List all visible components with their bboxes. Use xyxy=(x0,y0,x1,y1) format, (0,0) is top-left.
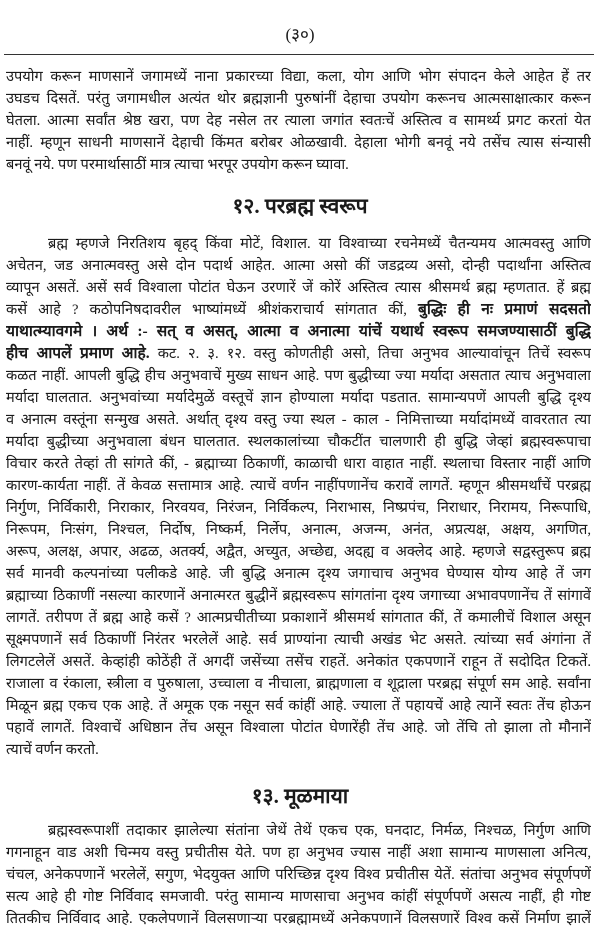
line-text: मर्यादा बुद्धीच्या अनुभवाला बंधन घालतात. स्थलकालांच्या चौकटींत चालणारी ही बुद्धि जेव्हां ब्रह्मस्वरूपाचा xyxy=(6,434,591,450)
bold-quote: बुद्धिः ही नः प्रमाणं सदसतो xyxy=(417,301,591,318)
text-line xyxy=(6,365,591,387)
text-line xyxy=(6,132,591,154)
line-text: सर्व मानवी कल्पनांच्या पलीकडे आहे. जी बुद्धि अनात्म दृश्य जगाचाच अनुभव घेण्यास योग्य आहे तें जग xyxy=(6,566,591,582)
text-line xyxy=(6,431,591,453)
line-text: ब्रह्माच्या ठिकाणीं नसल्या कारणानें अनात्मरत बुद्धीनें ब्रह्मस्वरूप सांगतांना दृश्य जगाच्या अभावपणानेंच तें सांगावें xyxy=(6,588,591,604)
line-text: सत्य आहे ही गोष्ट निर्विवाद समजावी. परंतु सामान्य माणसाचा अनुभव कांहीं संपूर्णपणें असत्य नाहीं, ही गोष्ट xyxy=(6,889,591,905)
line-text: मर्यादा घालतात. अनुभवांच्या मर्यादेमुळें वस्तूचें ज्ञान होण्याला मर्यादा पडतात. सामान्यपणें आपली बुद्धि दृश्य xyxy=(6,390,591,406)
text-line xyxy=(6,453,591,475)
text-line xyxy=(6,673,591,695)
line-text: उघडच दिसतें. परंतु जगामधील अत्यंत थोर ब्रह्मज्ञानी पुरुषांनीं देहाचा उपयोग करूनच आत्मसाक्षात्कार करून xyxy=(6,91,591,107)
text-line xyxy=(6,299,591,321)
text-line xyxy=(6,154,591,176)
text-line xyxy=(6,842,591,864)
text-line xyxy=(6,88,591,110)
line-text: त्याचें वर्णन करतो. xyxy=(6,742,99,758)
text-line xyxy=(6,387,591,409)
line-text: चंचल, अनेकपणानें भरलेलें, सगुण, भेदयुक्त आणि परिच्छिन्न दृश्य विश्व प्रचीतीस येतें. संतांचा अनुभव संपूर्णपणें xyxy=(6,867,591,883)
line-text: व अनात्म वस्तूंना सन्मुख असते. अर्थात् दृश्य वस्तु ज्या स्थल - काल - निमित्ताच्या मर्यादांमध्यें वावरतात त्या xyxy=(6,412,591,428)
paragraph-mulamaya xyxy=(6,820,591,930)
paragraph-parabrahma xyxy=(6,233,591,761)
line-text: अचेतन, जड अनात्मवस्तु असे दोन पदार्थ आहेत. आत्मा असो कीं जडद्रव्य असो, दोन्ही पदार्थांना अस्तित्व xyxy=(6,258,591,274)
text-line xyxy=(6,629,591,651)
line-text: बनवूं नये. पण परमार्थासाठीं मात्र त्याचा भरपूर उपयोग करून घ्यावा. xyxy=(6,157,349,173)
text-line xyxy=(6,497,591,519)
text-line xyxy=(6,321,591,343)
text-line xyxy=(6,255,591,277)
text-line xyxy=(6,233,591,255)
text-line xyxy=(6,563,591,585)
line-text: मिळून ब्रह्म एकच एक आहे. तें अमूक एक नसून सर्व कांहीं आहे. ज्याला तें पहायचें आहे त्यानें स्वतः तेंच होऊन xyxy=(6,698,591,714)
line-text: लागतें. तरीपण तें ब्रह्म आहे कसें ? आत्मप्रचीतीच्या प्रकाशानें श्रीसमर्थ सांगतात कीं, तें कमालीचें विशाल असून xyxy=(6,610,591,626)
line-text: कळत नाहीं. आपली बुद्धि हीच अनुभवाचें मुख्य साधन आहे. पण बुद्धीच्या ज्या मर्यादा असतात त्याच अनुभवाला xyxy=(6,368,591,384)
text-line xyxy=(6,519,591,541)
line-text: सूक्ष्मपणानें सर्व ठिकाणीं निरंतर भरलेलें आहे. सर्व प्राण्यांना त्याची अखंड भेट असते. त्यांच्या सर्व अंगांना तें xyxy=(6,632,591,648)
section-heading-13: १३. मूळमाया xyxy=(251,784,349,808)
line-text: व्यापून असतें. असें सर्व विश्वाला पोटांत घेऊन उरणारें जें कोरें अस्तित्व त्यास श्रीसमर्थ ब्रह्म म्हणतात. हें ब्रह्म xyxy=(6,280,591,296)
line-text: कारण-कार्यता नाहीं. तें केवळ सत्तामात्र आहे. त्याचें वर्णन नाहींपणानेंच करावें लागतें. म्हणून श्रीसमर्थांचें परब्रह्म xyxy=(6,478,591,494)
line-text: ब्रह्मस्वरूपाशीं तदाकार झालेल्या संतांना जेथें तेथें एकच एक, घनदाट, निर्मळ, निश्चळ, निर्गुण आणि xyxy=(48,823,591,839)
line-text: घेतला. आत्मा सर्वांत श्रेष्ठ खरा, पण देह नसेल तर त्याला जगांत स्वतःचें अस्तित्व व सामर्थ्य प्रगट करतां येत xyxy=(6,113,591,129)
text-line xyxy=(6,475,591,497)
text-line xyxy=(6,739,591,761)
text-line xyxy=(6,409,591,431)
line-text: निर्गुण, निर्विकारी, निराकार, निरवयव, निरंजन, निर्विकल्प, निराभास, निष्प्रपंच, निराधार, निरामय, निरूपाधि, xyxy=(6,500,591,516)
line-text: ब्रह्म म्हणजे निरतिशय बृहद् किंवा मोटें, विशाल. या विश्वाच्या रचनेमध्यें चैतन्यमय आत्मवस्तु आणि xyxy=(48,236,591,252)
line-text: उपयोग करून माणसानें जगामध्यें नाना प्रकारच्या विद्या, कला, योग आणि भोग संपादन केले आहेत हें तर xyxy=(6,69,591,85)
text-line xyxy=(6,864,591,886)
text-line xyxy=(6,343,591,365)
bold-quote: याथात्म्यावगमे । अर्थ :- सत् व असत्, आत्मा व अनात्मा यांचें यथार्थ स्वरूप समजण्यासाठीं बुद्धि xyxy=(6,323,591,340)
line-text: विचार करते तेव्हां ती सांगते कीं, - ब्रह्माच्या ठिकाणीं, काळाची धारा वाहात नाहीं. स्थलाचा विस्तार नाहीं आणि xyxy=(6,456,591,472)
line-text: लिगटलेलें असतें. केव्हांही कोठेंही तें अगदीं जसेंच्या तसेंच राहतें. अनेकांत एकपणानें राहून तें सदोदित टिकतें. xyxy=(6,654,591,670)
line-text: पहावें लागतें. विश्वाचें अधिष्ठान तेंच असून विश्वाला पोटांत घेणारेंही तेंच आहे. जो तेंचि तो झाला तो मौनानें xyxy=(6,720,591,736)
text-line xyxy=(6,820,591,842)
text-line xyxy=(6,886,591,908)
paragraph-intro xyxy=(6,66,591,176)
line-text: नाहीं. म्हणून साधनी माणसानें देहाची किंमत बरोबर ओळखावी. देहाला भोगी बनवूं नये तसेंच त्यास संन्यासी xyxy=(6,135,591,151)
line-text: कट. २. ३. १२. वस्तु कोणतीही असो, तिचा अनुभव आल्यावांचून तिचें स्वरूप xyxy=(149,346,591,362)
text-line xyxy=(6,541,591,563)
line-text: अरूप, अलक्ष, अपार, अढळ, अतर्क्य, अद्वैत, अच्युत, अच्छेद्य, अदह्य व अक्लेद आहे. म्हणजे सद्वस्तुरूप ब्रह्म xyxy=(6,544,591,560)
text-line xyxy=(6,66,591,88)
text-line xyxy=(6,110,591,132)
text-line xyxy=(6,607,591,629)
line-text: राजाला व रंकाला, स्त्रीला व पुरुषाला, उच्चाला व नीचाला, ब्राह्मणाला व शूद्राला परब्रह्म संपूर्ण सम आहे. सर्वांना xyxy=(6,676,591,692)
text-line xyxy=(6,695,591,717)
text-line xyxy=(6,717,591,739)
text-line xyxy=(6,277,591,299)
bold-quote: हीच आपलें प्रमाण आहे. xyxy=(6,345,150,362)
section-heading-12: १२. परब्रह्म स्वरूप xyxy=(232,194,368,218)
line-text: तितकीच निर्विवाद आहे. एकलेपणानें विलसणाऱ्या परब्रह्मामध्यें अनेकपणानें विलसणारें विश्व कसें निर्माण झालें xyxy=(6,911,591,927)
header-rule xyxy=(4,54,594,55)
text-line xyxy=(6,908,591,930)
line-text: गगनाहून वाड अशी चिन्मय वस्तु प्रचीतीस येते. पण हा अनुभव ज्यास नाहीं अशा सामान्य माणसाला अनित्य, xyxy=(6,845,591,861)
page-number: (३०) xyxy=(285,25,315,44)
text-line xyxy=(6,585,591,607)
line-text: कसें आहे ? कठोपनिषदावरील भाष्यांमध्यें श्रीशंकराचार्य सांगतात कीं, xyxy=(6,302,418,318)
text-line xyxy=(6,651,591,673)
line-text: निरूपम, निःसंग, निश्चल, निर्दोष, निष्कर्म, निर्लेप, अनात्म, अजन्म, अनंत, अप्रत्यक्ष, अक्षय, अगणित, xyxy=(6,522,591,538)
